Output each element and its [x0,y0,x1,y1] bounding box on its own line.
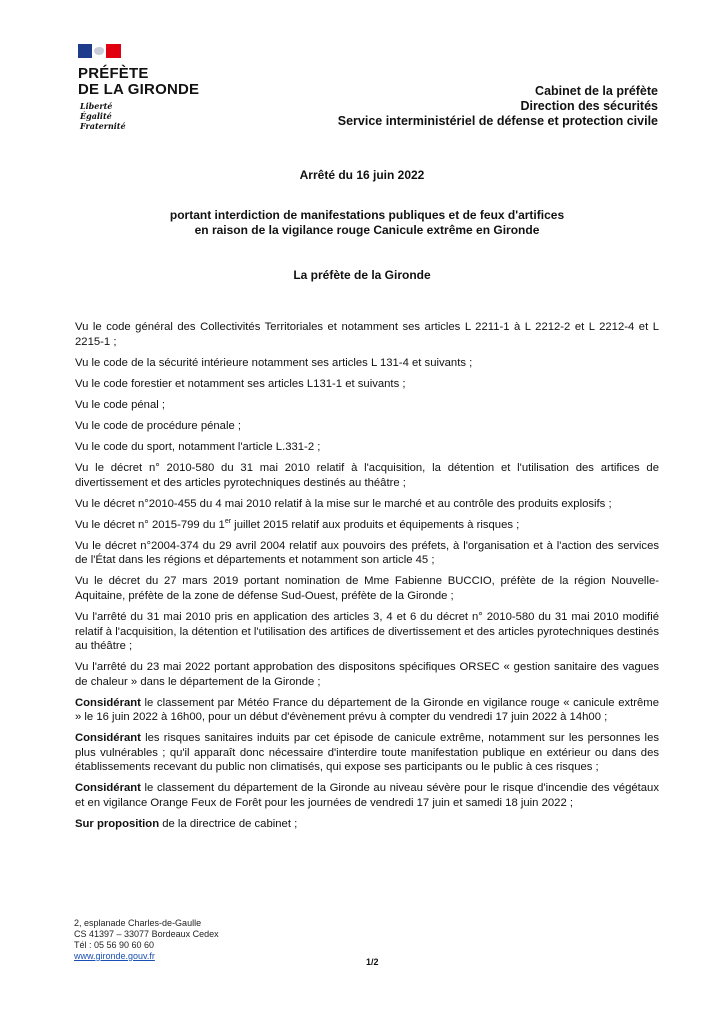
motto-fraternite: Fraternité [80,121,126,131]
republic-motto [80,101,140,131]
proposal-paragraph [75,817,659,832]
header-direction: Direction des sécurités [520,99,658,113]
considerant-lead: Considérant [75,782,141,795]
considerant-paragraph [75,696,659,725]
subject-line2: en raison de la vigilance rouge Canicule extrême en Gironde [194,223,540,237]
visa-text-before: Vu le décret n° 2015-799 du 1 [75,518,225,531]
issuing-authority: La préfète de la Gironde [293,268,431,282]
footer-address-line1: 2, esplanade Charles-de-Gaulle [74,918,202,928]
proposal-text: de la directrice de cabinet ; [159,818,298,830]
visa-paragraph: Vu le code de procédure pénale ; [75,419,242,432]
prefecture-name-line1: PRÉFÈTE [78,65,149,82]
page-number: 1/2 [366,957,379,967]
considerant-paragraph [75,781,659,810]
footer-website-link[interactable]: www.gironde.gouv.fr [74,951,155,961]
visa-paragraph: Vu le code de la sécurité intérieure notamment ses articles L 131-4 et suivants ; [75,356,473,369]
visa-paragraph [75,518,659,533]
considerant-text: le classement du département de la Gironde au niveau sévère pour le risque d'incendie des végétaux et en vigilance Orange Feux de Forêt pour les journées de vendredi 17 juin et samedi 18 juin 2022 ; [75,782,659,809]
visa-paragraph: Vu le code pénal ; [75,398,166,411]
footer-phone: Tél : 05 56 90 60 60 [74,940,155,950]
decree-body [75,320,659,838]
motto-egalite: Égalité [80,111,112,121]
considerant-paragraph [75,731,659,775]
visa-paragraph: Vu l'arrêté du 23 mai 2022 portant approbation des dispositons spécifiques ORSEC « gestion sanitaire des vagues de chaleur » dans le département de la Gironde ; [75,661,659,688]
visa-paragraph: Vu le décret n°2010-455 du 4 mai 2010 relatif à la mise sur le marché et au contrôle des produits explosifs ; [75,497,612,510]
visa-paragraph: Vu le décret n° 2010-580 du 31 mai 2010 relatif à l'acquisition, la détention et l'utilisation des artifices de divertissement et des articles pyrotechniques destinés au théâtre ; [75,462,659,489]
visa-paragraph: Vu le décret n°2004-374 du 29 avril 2004 relatif aux pouvoirs des préfets, à l'organisation et à l'action des services de l'État dans les régions et départements et notamment son article 45 ; [75,539,659,567]
visa-paragraph: Vu le code forestier et notamment ses articles L131-1 et suivants ; [75,377,406,390]
decree-title: Arrêté du 16 juin 2022 [299,168,425,182]
header-cabinet: Cabinet de la préfète [535,84,658,98]
motto-liberte: Liberté [80,101,113,111]
visa-paragraph: Vu le code général des Collectivités Territoriales et notamment ses articles L 2211-1 à L 2212-2 et L 2212-4 et L 2215-1 ; [75,321,659,348]
visa-paragraph: Vu l'arrêté du 31 mai 2010 pris en application des articles 3, 4 et 6 du décret n° 2010-580 du 31 mai 2010 modifié relatif à l'acquisition, la détention et l'utilisation des artifices de divertissement et des articles pyrotechniques destinés au théâtre ; [75,611,659,653]
visa-paragraph: Vu le code du sport, notamment l'article L.331-2 ; [75,440,321,453]
marianne-flag-icon [78,44,121,58]
prefecture-name-line2: DE LA GIRONDE [78,81,200,98]
visa-superscript: er [224,517,232,525]
subject-line1: portant interdiction de manifestations publiques et de feux d'artifices [169,208,565,222]
visa-paragraph: Vu le décret du 27 mars 2019 portant nomination de Mme Fabienne BUCCIO, préfète de la région Nouvelle-Aquitaine, préfète de la zone de défense Sud-Ouest, préfète de la Gironde ; [75,575,659,602]
decree-subject [100,208,634,238]
footer-address-line2: CS 41397 – 33077 Bordeaux Cedex [74,929,219,939]
considerant-lead: Considérant [75,732,141,745]
visa-text-after: juillet 2015 relatif aux produits et équipements à risques ; [231,518,520,531]
considerant-text: le classement par Météo France du département de la Gironde en vigilance rouge « canicule extrême » le 16 juin 2022 à 16h00, pour un début d'évènement prévu à compter du vendredi 17 juin 2022 à 14h00 ; [75,696,659,724]
footer-contact [74,918,294,962]
proposal-lead: Sur proposition [75,818,160,830]
considerant-text: les risques sanitaires induits par cet épisode de canicule extrême, notamment sur les personnes les plus vulnérables ; qu'il apparaît donc nécessaire d'interdire toute manifestation publique en extérieur ou dans des établissements recevant du public non climatisés, qui expose ses participants ou le public à ces risques ; [75,732,659,774]
prefecture-name [78,66,228,98]
issuing-service-header [278,84,658,129]
considerant-lead: Considérant [75,696,141,709]
header-service: Service interministériel de défense et protection civile [337,114,658,128]
